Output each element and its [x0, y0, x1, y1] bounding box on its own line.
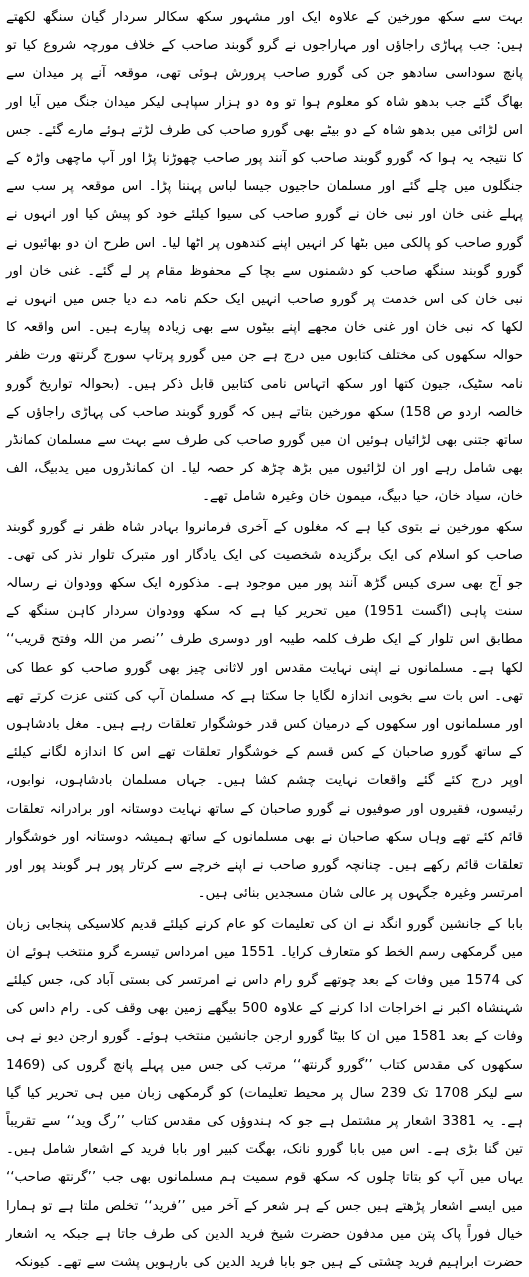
paragraph-1: بہت سے سکھ مورخین کے علاوہ ایک اور مشہور سکھ سکالر سردار گیان سنگھ لکھتے ہیں: جب پہاڑی راجاؤں اور مہاراجوں نے گرو گوبند صاحب کے خلاف مورچہ شروع کیا تو پانچ سوداسی سادھو جن کی گورو صاحب پرورش ہوئی تھی، موقعہ آنے پر میدان سے بھاگ گئے جب بدھو شاہ کو معلوم ہوا تو وہ دو ہزار سپاہی لیکر میدان جنگ میں آیا اور اس لڑائی میں بدھو شاہ کے دو بیٹے بھی گورو صاحب کی طرف لڑتے ہوئے مارے گئے۔ جس کا نتیجہ یہ ہوا کہ گورو گوبند صاحب کو آنند پور صاحب چھوڑنا پڑا اور آپ ماچھی واڑہ کے جنگلوں میں چلے گئے اور مسلمان حاجیوں جیسا لباس پہننا پڑا۔ اس موقعہ پر سب سے پہلے غنی خان اور نبی خان نے گورو صاحب کی سیوا کیلئے خود کو پیش کیا اور انہوں نے گورو صاحب کو پالکی میں بٹھا کر انہیں اپنے کندھوں پر اٹھا لیا۔ اس طرح ان دو بھائیوں نے گورو گوبند سنگھ صاحب کو دشمنوں سے بچا کے محفوظ مقام پر لے گئے۔ غنی خان اور نبی خان کی اس خدمت پر گورو صاحب انہیں ایک حکم نامہ دے دیا جس میں انہوں نے لکھا کہ نبی خان اور غنی خان مجھے اپنے بیٹوں سے بھی زیادہ پیارے ہیں۔ اس واقعہ کا حوالہ سکھوں کی مختلف کتابوں میں درج ہے جن میں گورو پرتاپ سورج گرنتھ ورت ظفر نامہ سٹیک، جیون کتھا اور سکھ اتہاس نامی کتابیں قابل ذکر ہیں۔ (بحوالہ تواریخ گورو خالصہ اردو ص 158) سکھ مورخین بتاتے ہیں کہ گورو گوبند صاحب کی پہاڑی راجاؤں کے ساتھ جتنی بھی لڑائیاں ہوئیں ان میں گورو صاحب کی طرف سے بہت سے مسلمان کمانڈر بھی شامل رہے اور ان لڑائیوں میں بڑھ چڑھ کر حصہ لیا۔ ان کمانڈروں میں یدبیگ، الف خان، سیاد خان، حیا دبیگ، میمون خان وغیرہ شامل تھے۔: [6, 4, 523, 512]
paragraph-2: سکھ مورخین نے بتوی کیا ہے کہ مغلوں کے آخری فرمانروا بہادر شاہ ظفر نے گورو گوبند صاحب کو اسلام کی ایک برگزیدہ شخصیت کی ایک یادگار اور متبرک تلوار نذر کی تھی۔ جو آج بھی سری کیس گڑھ آنند پور میں موجود ہے۔ مذکورہ ایک سکھ وودوان نے رسالہ سنت پاہی (اگست 1951) میں تحریر کیا ہے کہ سکھ وودوان سردار کاہن سنگھ کے مطابق اس تلوار کے ایک طرف کلمہ طیبہ اور دوسری طرف ’’نصر من اللہ وفتح قریب‘‘ لکھا ہے۔ مسلمانوں نے اپنی نہایت مقدس اور لاثانی چیز بھی گورو صاحب کو عطا کی تھی۔ اس بات سے بخوبی اندازہ لگایا جا سکتا ہے کہ مسلمان آپ کی کتنی عزت کرتے تھے اور مسلمانوں اور سکھوں کے درمیان کس قدر خوشگوار تعلقات رہے ہیں۔ مغل بادشاہوں کے ساتھ گورو صاحبان کے کس قسم کے خوشگوار تعلقات تھے اس کا اندازہ لگانے کیلئے اوپر درج کئے گئے واقعات نہایت چشم کشا ہیں۔ جہاں مسلمان بادشاہوں، نوابوں، رئیسوں، فقیروں اور صوفیوں نے گورو صاحبان کے ساتھ نہایت دوستانہ اور برادرانہ تعلقات قائم کئے تھے وہاں سکھ صاحبان نے بھی مسلمانوں کے ساتھ ہمیشہ دوستانہ اور خوشگوار تعلقات قائم رکھے ہیں۔ چنانچہ گورو صاحب نے اپنے خرچے سے کرتار پور ہر گوبند پور اور امرتسر وغیرہ جگہوں پر عالی شان مسجدیں بنائی ہیں۔: [6, 514, 523, 909]
paragraph-3: بابا کے جانشین گورو انگد نے ان کی تعلیمات کو عام کرنے کیلئے قدیم کلاسیکی پنجابی زبان میں گرمکھی رسم الخط کو متعارف کرایا۔ 1551 میں امرداس تیسرے گرو منتخب ہوئے ان کی 1574 میں وفات کے بعد چوتھے گرو رام داس نے امرتسر کی بستی آباد کی، جس کیلئے شہنشاہ اکبر نے اخراجات ادا کرنے کے علاوہ 500 بیگھے زمین بھی وقف کی۔ رام داس کی وفات کے بعد 1581 میں ان کا بیٹا گورو ارجن جانشین منتخب ہوئے۔ گورو ارجن دیو نے ہی سکھوں کی مقدس کتاب ’’گورو گرنتھ‘‘ مرتب کی جس میں پہلے پانچ گروں کی (1469 سے لیکر 1708 تک 239 سال پر محیط تعلیمات) کو گرمکھی زبان میں ہی تحریر کیا گیا ہے۔ یہ 3381 اشعار پر مشتمل ہے جو کہ ہندوؤں کی مقدس کتاب ’’رگ وید‘‘ سے تقریباً تین گنا بڑی ہے۔ اس میں بابا گورو نانک، بھگت کبیر اور بابا فرید کے اشعار شامل ہیں۔ یہاں میں آپ کو بتاتا چلوں کہ سکھ قوم سمیت ہم مسلمانوں بھی جب ’’گرنتھ صاحب‘‘ میں ایسے اشعار پڑھتے ہیں جس کے ہر شعر کے آخر میں ’’فرید‘‘ تخلص ملتا ہے تو ہمارا خیال فوراً پاک پتن میں مدفون حضرت شیخ فرید الدین کی طرف جاتا ہے جبکہ یہ اشعار حضرت ابراہیم فرید چشتی کے ہیں جو بابا فرید الدین کی بارہویں پشت سے تھے۔ کیونکہ: [6, 911, 523, 1277]
